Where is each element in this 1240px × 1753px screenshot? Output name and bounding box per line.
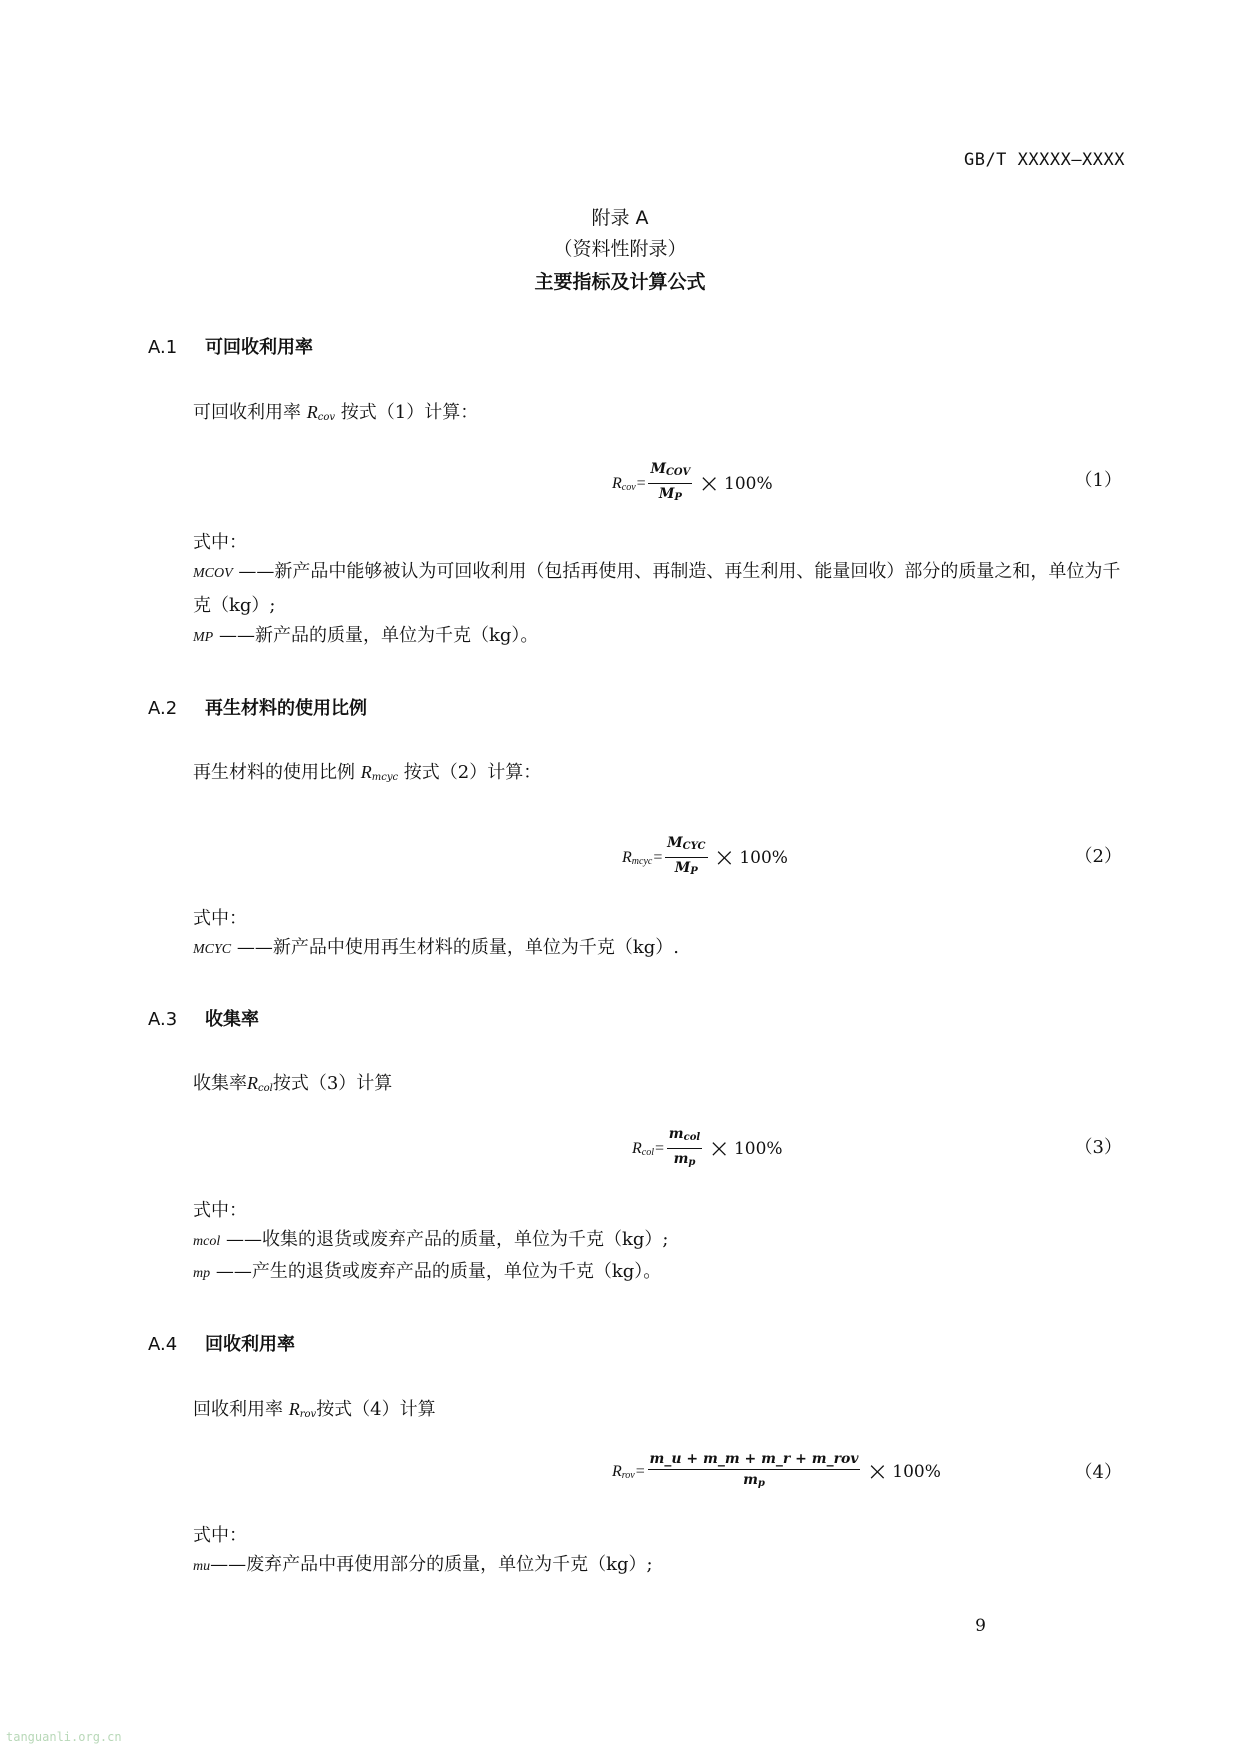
definition-mcol: mcol ——收集的退货或废弃产品的质量，单位为千克（kg）; bbox=[193, 1229, 669, 1250]
document-code: GB/T XXXXX—XXXX bbox=[963, 150, 1125, 170]
section-intro: 回收利用率 $R_{rov}$按式（4）计算 bbox=[193, 1399, 436, 1420]
fraction: $\frac{\text{m\_u + m\_m + m\_r + m\_rov}}{m_p}$ bbox=[649, 1451, 859, 1489]
section-intro: 可回收利用率 $R_{cov}$ 按式（1）计算： bbox=[193, 402, 479, 423]
multiply-sign: × bbox=[866, 1456, 889, 1487]
appendix-subtitle: （资料性附录） bbox=[553, 238, 687, 260]
fraction: $\frac{M_{CYC}}{M_P}$ bbox=[667, 835, 706, 877]
fraction: $\frac{m_{col}}{m_p}$ bbox=[668, 1126, 701, 1168]
denominator: $M_P$ bbox=[658, 486, 682, 503]
equation-number: （3） bbox=[1074, 1137, 1122, 1158]
page-number: 9 bbox=[975, 1616, 986, 1636]
section-title: 可回收利用率 bbox=[205, 337, 313, 358]
multiply-sign: × bbox=[708, 1133, 730, 1164]
numerator: $M_{COV}$ bbox=[650, 461, 691, 478]
definition-mu: mu——废弃产品中再使用部分的质量，单位为千克（kg）; bbox=[193, 1554, 653, 1575]
fraction bbox=[648, 460, 692, 507]
section-number: A.1 bbox=[148, 337, 178, 358]
numerator-sum: m_u + m_m + m_r + m_rov bbox=[649, 1451, 859, 1467]
section-heading-a3: A.3 收集率 bbox=[148, 1009, 259, 1030]
appendix-title: 附录 A bbox=[591, 207, 649, 229]
definition-mcov: MCOV ——新产品中能够被认为可回收利用（包括再使用、再制造、再生利用、能量回收）部分的质量之和，单位为千克（kg）; bbox=[193, 561, 1121, 616]
definition-mp: MP ——新产品的质量，单位为千克（kg）。 bbox=[193, 625, 539, 646]
formula-4: $R_{rov}=$ $\frac{\text{m\_u + m\_m + m\_r + m\_rov}}{m_p}$ × 100% bbox=[612, 1450, 941, 1493]
equation-number: （1） bbox=[1074, 470, 1122, 491]
where-label: 式中： bbox=[193, 532, 247, 553]
multiply-sign: × bbox=[698, 468, 721, 499]
formula-3: $R_{col}=$ $\frac{m_{col}}{m_p}$ × 100% bbox=[632, 1125, 783, 1172]
section-heading-a2: A.2 再生材料的使用比例 bbox=[148, 698, 367, 719]
watermark: tanguanli.org.cn bbox=[6, 1730, 122, 1744]
definition-mcyc: MCYC ——新产品中使用再生材料的质量，单位为千克（kg）. bbox=[193, 937, 679, 958]
equation-number: （2） bbox=[1074, 846, 1122, 867]
formula-lhs: $R_{cov}=$ bbox=[612, 474, 647, 493]
appendix-heading: 主要指标及计算公式 bbox=[534, 271, 706, 293]
section-heading-a4: A.4 回收利用率 bbox=[148, 1334, 295, 1355]
definition-mp-lower: mp ——产生的退货或废弃产品的质量，单位为千克（kg）。 bbox=[193, 1261, 662, 1282]
where-label: 式中： bbox=[193, 1525, 247, 1546]
section-intro: 收集率$R_{col}$按式（3）计算 bbox=[193, 1073, 393, 1094]
where-label: 式中： bbox=[193, 908, 247, 929]
section-heading-a1 bbox=[148, 333, 313, 359]
percent: 100% bbox=[724, 473, 773, 494]
equation-number: （4） bbox=[1074, 1462, 1122, 1483]
section-intro: 再生材料的使用比例 $R_{mcyc}$ 按式（2）计算： bbox=[193, 762, 542, 783]
where-label: 式中： bbox=[193, 1200, 247, 1221]
multiply-sign: × bbox=[713, 842, 736, 873]
formula-1 bbox=[612, 460, 773, 507]
formula-2: $R_{mcyc}=$ $\frac{M_{CYC}}{M_P}$ × 100% bbox=[622, 834, 788, 881]
